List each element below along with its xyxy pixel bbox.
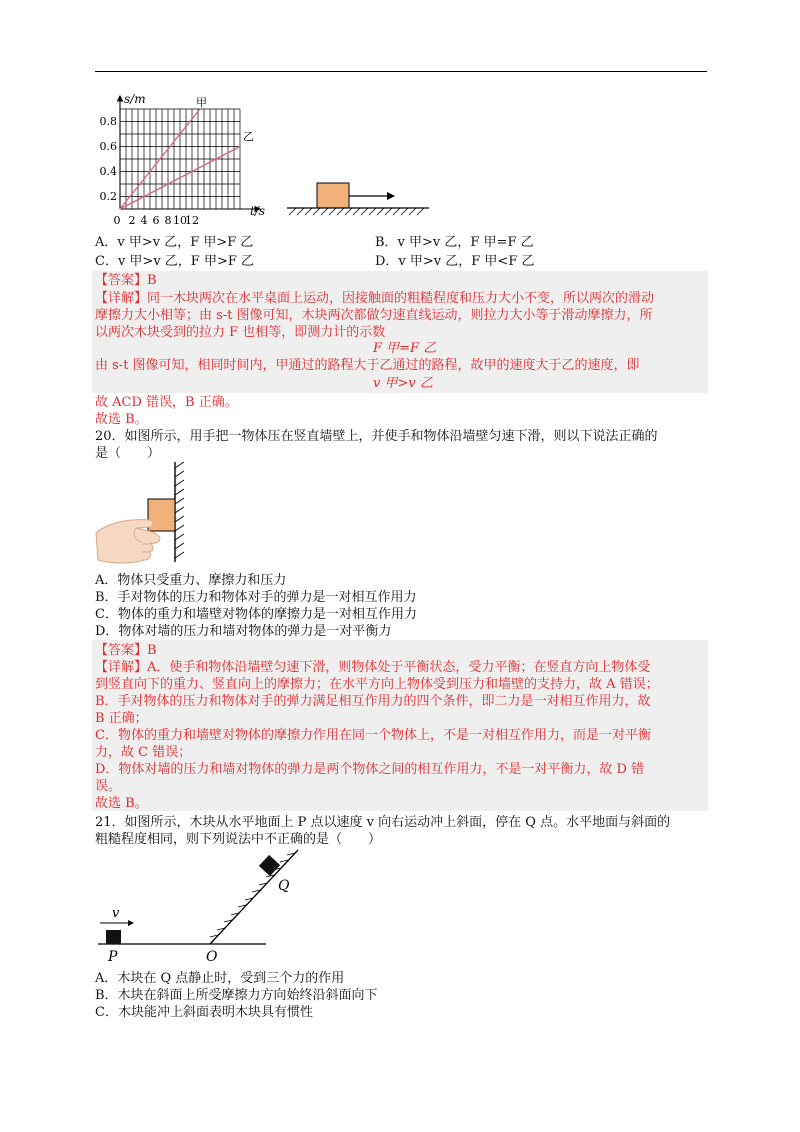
q19-answer: 【答案】B (95, 273, 157, 288)
y-tick: 0.8 (99, 115, 117, 128)
q20-option-d: D．物体对墙的压力和墙对物体的弹力是一对平衡力 (95, 624, 392, 639)
q19-formula: F 甲=F 乙 (373, 341, 437, 356)
wood-block (317, 183, 349, 208)
q20-detail-line: B 正确； (95, 711, 148, 726)
header-rule (95, 71, 707, 72)
q20-detail-line: C．物体的重力和墙壁对物体的摩擦力作用在同一个物体上，不是一对相互作用力，而是一对平衡 (95, 728, 651, 743)
x-tick: 0 (113, 214, 121, 227)
wall-hatching (175, 462, 184, 558)
q20-detail-line: B．手对物体的压力和物体对手的弹力满足相互作用力的四个条件，即二力是一对相互作用力，故 (95, 694, 651, 709)
q19-option-a: A．v 甲>v 乙，F 甲>F 乙 (95, 235, 254, 250)
q21-stem: 粗糙程度相同，则下列说法中不正确的是（ ） (95, 832, 382, 847)
q19-detail-line: 由 s-t 图像可知，相同时间内，甲通过的路程大于乙通过的路程，故甲的速度大于乙的速度，即 (95, 358, 640, 373)
q19-conclusion: 故选 B。 (95, 412, 148, 427)
graph-grid (120, 109, 240, 209)
x-tick: 12 (185, 214, 199, 227)
q20-option-b: B．手对物体的压力和物体对手的弹力是一对相互作用力 (95, 590, 417, 605)
velocity-arrow-head-icon (128, 920, 134, 926)
incline-hatching (210, 853, 295, 937)
x-tick: 2 (128, 214, 136, 227)
q19-detail-line: 摩擦力大小相等；由 s-t 图像可知，木块两次都做匀速直线运动，则拉力大小等于滑动摩擦力，所 (95, 308, 653, 323)
label-v: v (112, 906, 120, 921)
q20-detail-line: 力，故 C 错误； (95, 745, 192, 760)
label-O: O (206, 949, 218, 965)
y-tick: 0.2 (99, 190, 117, 203)
q19-option-b: B．v 甲>v 乙，F 甲=F 乙 (375, 235, 534, 250)
incline-figure (92, 846, 322, 968)
q21-option-b: B．木块在斜面上所受摩擦力方向始终沿斜面向下 (95, 988, 378, 1003)
q19-detail-line: 以两次木块受到的拉力 F 也相等，即测力计的示数 (95, 325, 386, 340)
x-tick: 4 (140, 214, 148, 227)
hand-wall-figure (92, 458, 202, 568)
x-tick: 8 (164, 214, 172, 227)
block-at-P (106, 930, 121, 944)
label-yi: 乙 (243, 130, 254, 143)
label-jia: 甲 (196, 96, 207, 109)
x-axis-label: t/s (250, 204, 266, 218)
x-tick: 6 (152, 214, 160, 227)
q20-stem: 20．如图所示，用手把一物体压在竖直墙壁上，并使手和物体沿墙壁匀速下滑，则以下说法正确的 (95, 429, 658, 444)
q20-option-c: C．物体的重力和墙壁对物体的摩擦力是一对相互作用力 (95, 607, 417, 622)
y-axis-label: s/m (124, 92, 146, 106)
q19-formula: v 甲>v 乙 (373, 376, 433, 391)
q19-detail-line: 故 ACD 错误，B 正确。 (95, 395, 238, 410)
q20-detail-line: 【详解】A．使手和物体沿墙壁匀速下滑，则物体处于平衡状态，受力平衡；在竖直方向上物体受 (95, 660, 651, 675)
st-graph (90, 92, 280, 232)
block-on-surface-figure (283, 176, 433, 218)
q21-option-a: A．木块在 Q 点静止时，受到三个力的作用 (95, 971, 345, 986)
x-tick: 10 (173, 214, 187, 227)
incline-line (210, 850, 298, 944)
arrow-head-icon (387, 192, 395, 200)
q20-conclusion: 故选 B。 (95, 796, 148, 811)
q20-detail-line: D．物体对墙的压力和墙对物体的弹力是两个物体之间的相互作用力，不是一对平衡力，故 D 错 (95, 762, 645, 777)
q20-stem: 是（ ） (95, 446, 161, 461)
q19-option-c: C．v 甲>v 乙，F 甲>F 乙 (95, 254, 254, 269)
label-Q: Q (278, 878, 290, 894)
y-tick: 0.6 (99, 140, 117, 153)
q21-option-c: C．木块能冲上斜面表明木块具有惯性 (95, 1005, 313, 1020)
q19-detail-line: 【详解】同一木块两次在水平桌面上运动，因接触面的粗糙程度和压力大小不变，所以两次的滑动 (95, 291, 655, 306)
q20-option-a: A．物体只受重力、摩擦力和压力 (95, 573, 287, 588)
surface-hatching (289, 208, 424, 215)
q21-stem: 21．如图所示，木块从水平地面上 P 点以速度 v 向右运动冲上斜面，停在 Q 点。水平地面与斜面的 (95, 815, 671, 830)
q20-detail-line: 到竖直向下的重力、竖直向上的摩擦力；在水平方向上物体受到压力和墙壁的支持力，故 A 错误； (95, 677, 659, 692)
hand-icon (96, 520, 160, 563)
q19-option-d: D．v 甲>v 乙，F 甲<F 乙 (375, 254, 535, 269)
q20-answer: 【答案】B (95, 643, 157, 658)
label-P: P (108, 949, 118, 965)
q20-detail-line: 误。 (95, 779, 122, 794)
y-tick: 0.4 (99, 165, 117, 178)
